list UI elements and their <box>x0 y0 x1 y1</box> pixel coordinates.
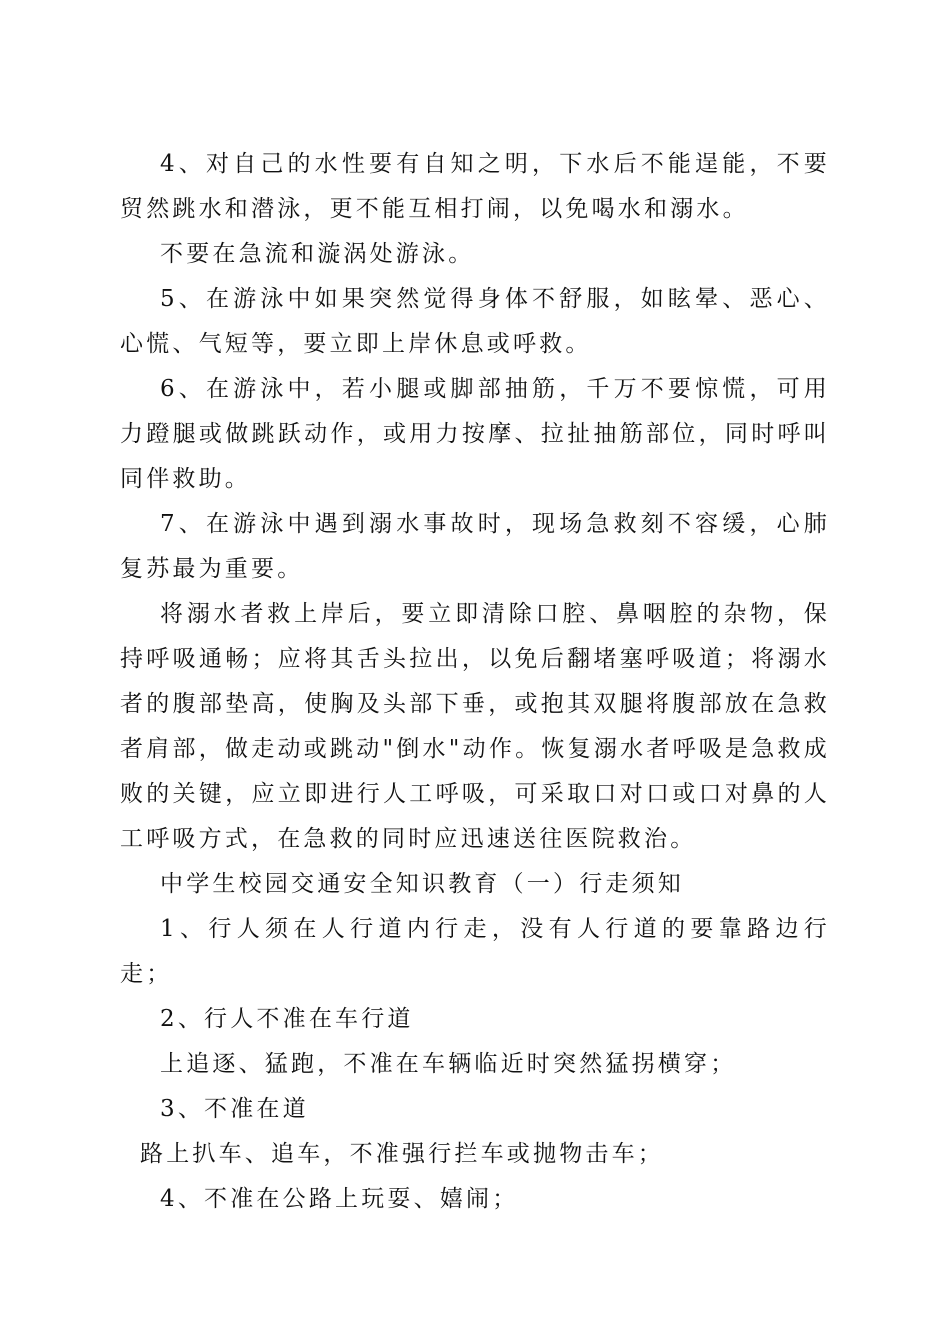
paragraph-traffic-4: 4、不准在公路上玩耍、嬉闹； <box>160 1186 519 1212</box>
paragraph-5-feeling-unwell: 5、在游泳中如果突然觉得身体不舒服，如眩晕、恶心、心慌、气短等，要立即上岸休息或呼救。 <box>120 286 830 357</box>
document-body <box>120 142 830 1222</box>
paragraph-7-drowning-accident: 7、在游泳中遇到溺水事故时，现场急救刻不容缓，心肺复苏最为重要。 <box>120 511 830 582</box>
paragraph-no-rapids: 不要在急流和漩涡处游泳。 <box>160 241 475 267</box>
paragraph-rescue-steps: 将溺水者救上岸后，要立即清除口腔、鼻咽腔的杂物，保持呼吸通畅；应将其舌头拉出，以免后翻堵塞呼吸道；将溺水者的腹部垫高，使胸及头部下垂，或抱其双腿将腹部放在急救者肩部，做走动或跳动"倒水"动作。恢复溺水者呼吸是急救成败的关键，应立即进行人工呼吸，可采取口对口或口对鼻的人工呼吸方式，在急救的同时应迅速送往医院救治。 <box>120 601 830 852</box>
paragraph-traffic-3: 3、不准在道 <box>160 1096 309 1122</box>
paragraph-traffic-1: 1、行人须在人行道内行走，没有人行道的要靠路边行走； <box>120 916 830 987</box>
paragraph-4-swimming-ability: 4、对自己的水性要有自知之明，下水后不能逞能，不要贸然跳水和潜泳，更不能互相打闹，以免喝水和溺水。 <box>120 151 830 222</box>
paragraph-traffic-3-cont: 路上扒车、追车，不准强行拦车或抛物击车； <box>140 1141 664 1167</box>
paragraph-6-cramps: 6、在游泳中，若小腿或脚部抽筋，千万不要惊慌，可用力蹬腿或做跳跃动作，或用力按摩、拉扯抽筋部位，同时呼叫同伴救助。 <box>120 376 830 492</box>
paragraph-traffic-2: 2、行人不准在车行道 <box>160 1006 414 1032</box>
section-heading-traffic-safety: 中学生校园交通安全知识教育（一）行走须知 <box>160 871 684 897</box>
paragraph-traffic-2-cont: 上追逐、猛跑，不准在车辆临近时突然猛拐横穿； <box>160 1051 737 1077</box>
